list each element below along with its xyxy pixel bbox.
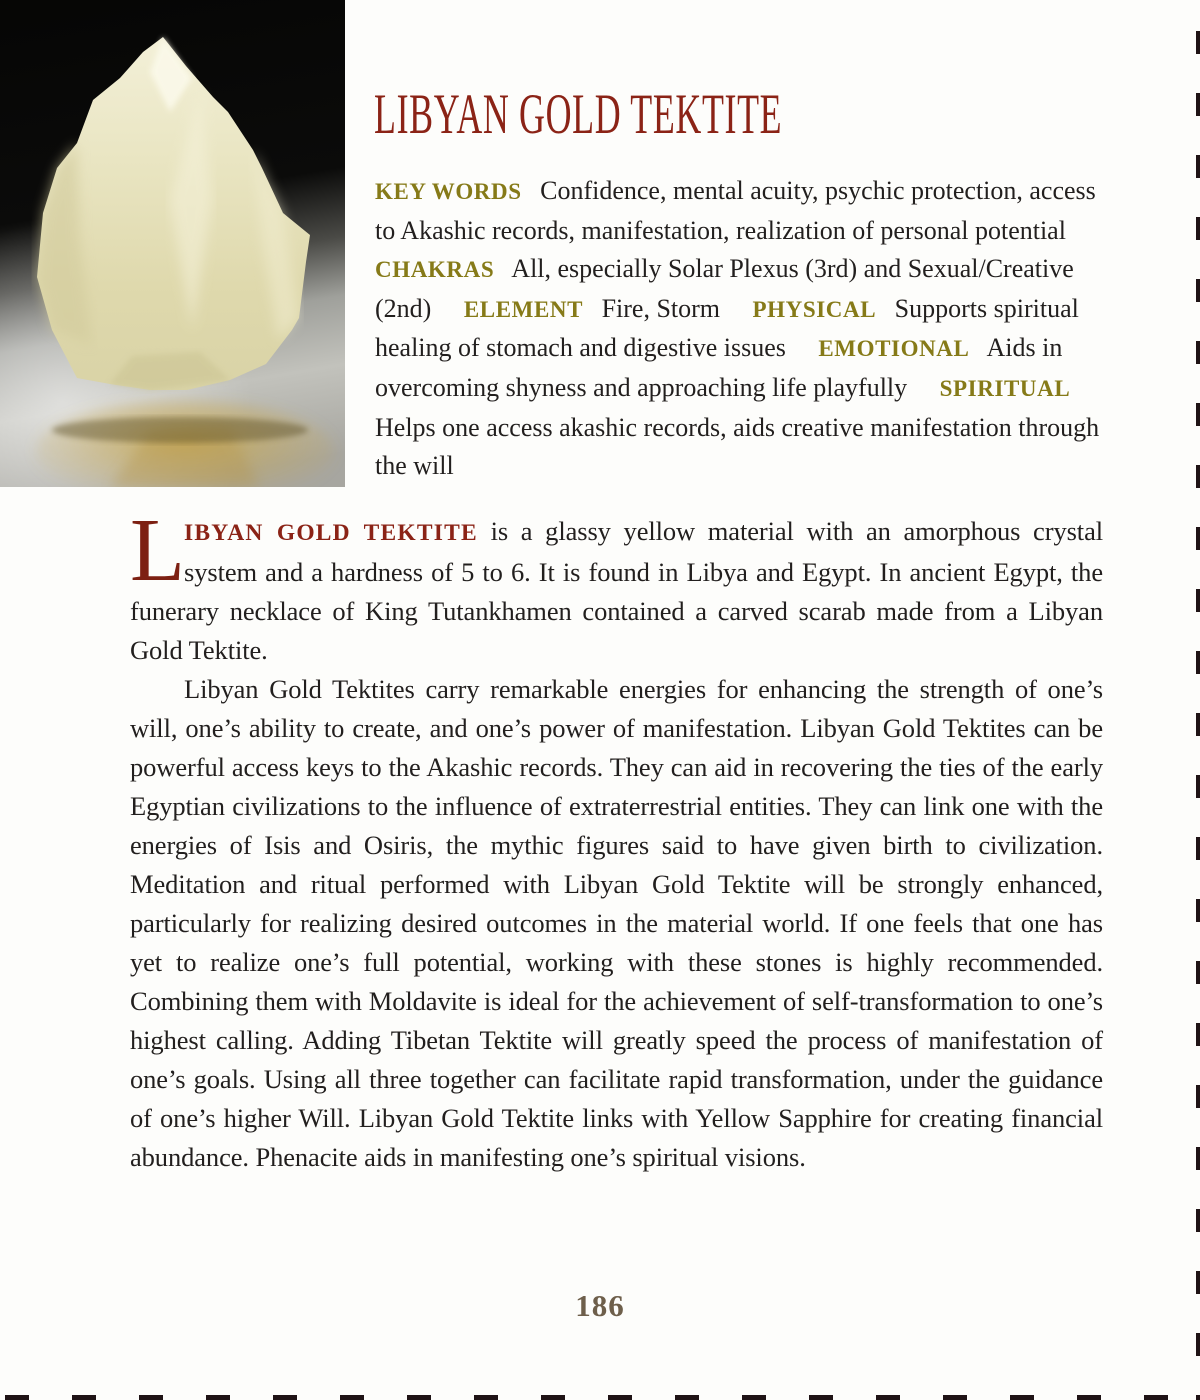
property-label: KEY WORDS <box>375 179 522 204</box>
property-text: Fire, Storm <box>601 293 721 323</box>
property-text: Supports spiritual healing of stomach and digestive issues <box>375 293 1079 363</box>
body-paragraph-1 <box>130 501 1103 670</box>
stone-photo <box>0 0 345 487</box>
body-text <box>130 501 1103 1177</box>
drop-cap: L <box>130 501 185 600</box>
property-label: CHAKRAS <box>375 257 495 283</box>
property-text: Confidence, mental acuity, psychic protection, access to Akashic records, manifestation, realization of personal potential <box>375 176 1096 245</box>
page-number: 186 <box>575 1288 625 1323</box>
paragraph-1-text: is a glassy yellow material with an amorphous crystal system and a hardness of 5 to 6. It is found in Libya and Egypt. In ancient Egypt, the funerary necklace of King Tutankhamen contained a carved scarab made from a Libyan Gold Tektite. <box>130 516 1103 665</box>
body-paragraph-2: Libyan Gold Tektites carry remarkable energies for enhancing the strength of one’s will, one’s ability to create, and one’s power of manifestation. Libyan Gold Tektites can be powerful access keys to the Akashic records. They can aid in recovering the ties of the early Egyptian civilizations to the influence of extraterrestrial entities. They can link one with the energies of Isis and Osiris, the mythic figures said to have given birth to civilization. Meditation and ritual performed with Libyan Gold Tektite will be strongly enhanced, particularly for realizing desired outcomes in the material world. If one feels that one has yet to realize one’s full potential, working with these stones is highly recommended. Combining them with Moldavite is ideal for the achievement of self-transformation to one’s highest calling. Adding Tibetan Tektite will greatly speed the process of manifestation of one’s goals. Using all three together can facilitate rapid transformation, under the guidance of one’s higher Will. Libyan Gold Tektite links with Yellow Sapphire for creating financial abundance. Phenacite aids in manifesting one’s spiritual visions. <box>130 674 1103 1172</box>
property-label: EMOTIONAL <box>818 336 970 362</box>
property-text: Helps one access akashic records, aids creative manifestation through the will <box>375 412 1100 481</box>
property-text: All, especially Solar Plexus (3rd) and Sexual/Creative (2nd) <box>375 254 1074 323</box>
stone-contact-shadow <box>52 417 308 443</box>
property-label: SPIRITUAL <box>939 375 1071 401</box>
properties-paragraph <box>375 172 1112 486</box>
lead-in-small-caps: IBYAN GOLD TEKTITE <box>184 520 478 546</box>
property-label: PHYSICAL <box>752 296 877 322</box>
page-edge-marks-bottom <box>5 1395 1200 1400</box>
property-text: Aids in overcoming shyness and approaching life playfully <box>375 333 1063 402</box>
property-label: ELEMENT <box>463 296 584 322</box>
tektite-photo-scene <box>0 0 345 487</box>
page-edge-marks-right <box>1196 31 1200 1400</box>
page-title: LIBYAN GOLD TEKTITE <box>374 83 783 146</box>
